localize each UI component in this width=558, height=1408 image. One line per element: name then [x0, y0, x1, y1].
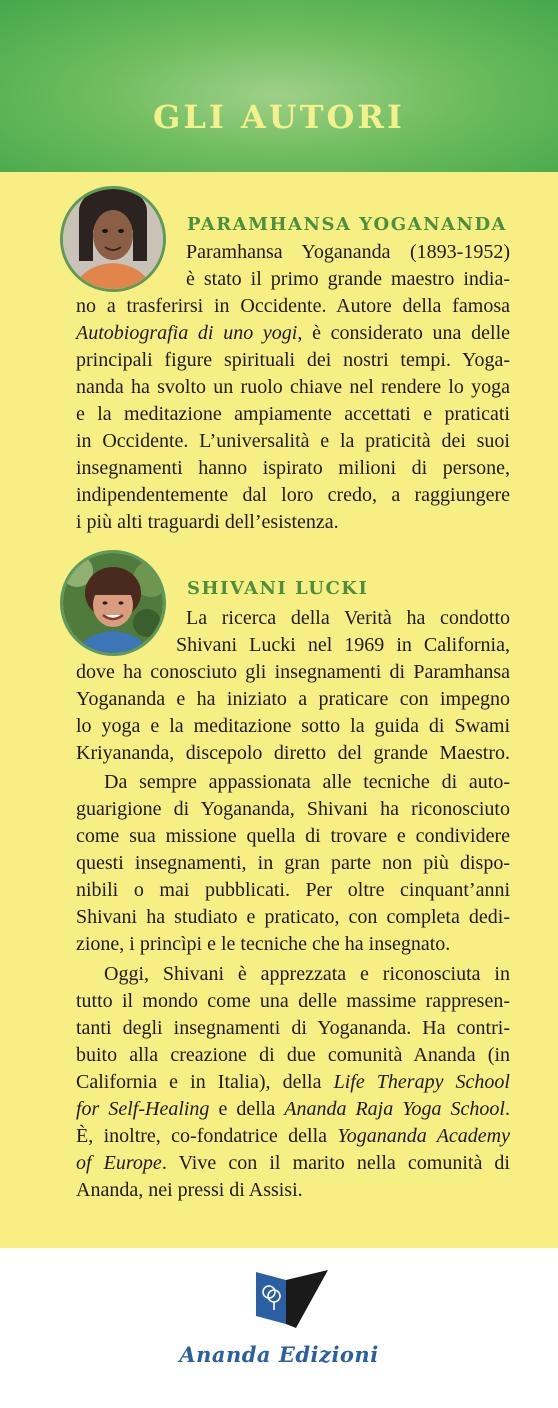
- header-band: [0, 0, 558, 172]
- text-run: È, inoltre, co-fondatrice della: [76, 1125, 338, 1147]
- text-run: California e in Italia), della: [76, 1071, 334, 1093]
- bio-line: Ananda, nei pressi di Assisi.: [76, 1179, 303, 1201]
- bio-line: nanda ha svolto un ruolo chiave nel rendere lo yoga: [76, 376, 510, 398]
- bio-line-mixed: [76, 1069, 510, 1096]
- authors-section: [0, 172, 558, 1248]
- bio-line-mixed: [76, 1150, 510, 1177]
- bio-line: come sua missione quella di trovare e condividere: [76, 825, 510, 847]
- bio-line: è stato il primo grande maestro india-: [186, 268, 510, 290]
- bio-line: tanti degli insegnamenti di Yogananda. Ha contri-: [76, 1017, 510, 1039]
- text-run: e della: [209, 1098, 285, 1120]
- bio-line: dove ha conosciuto gli insegnamenti di Paramhansa: [76, 661, 510, 683]
- bio-line: lo yoga e la meditazione sotto la guida di Swami: [76, 715, 510, 737]
- author-bio-lucki-p2: [76, 769, 510, 958]
- bio-line: questi insegnamenti, in gran parte non più dispo-: [76, 852, 510, 874]
- bio-line-mixed: [76, 1123, 510, 1150]
- bio-line: Shivani Lucki nel 1969 in California,: [176, 634, 510, 656]
- school-name-self-healing: for Self-Healing: [76, 1098, 210, 1120]
- bio-line: insegnamenti hanno ispirato milioni di persone,: [76, 457, 510, 479]
- book-title-autobiografia: Autobiografia di uno yogi: [76, 322, 298, 344]
- bio-line: La ricerca della Verità ha condotto: [186, 607, 510, 629]
- author-name-lucki: SHIVANI LUCKI: [187, 578, 369, 599]
- academy-name-cont: of Europe: [76, 1152, 162, 1174]
- text-run: .: [505, 1098, 510, 1120]
- publisher-footer: [0, 1248, 558, 1408]
- bio-line-italic: Autobiografia di uno yogi, è considerato una delle: [76, 322, 511, 344]
- bio-line: guarigione di Yogananda, Shivani ha riconosciuto: [76, 798, 510, 820]
- school-name-life-therapy: Life Therapy School: [333, 1071, 510, 1093]
- bio-line: Kriyananda, discepolo diretto del grande Maestro.: [76, 742, 510, 764]
- author-name-yogananda: PARAMHANSA YOGANANDA: [187, 214, 508, 235]
- bio-line: Oggi, Shivani è apprezzata e riconosciuta in: [104, 963, 510, 985]
- bio-line: Paramhansa Yogananda (1893-1952): [186, 241, 510, 263]
- academy-name: Yogananda Academy: [337, 1125, 510, 1147]
- bio-line: in Occidente. L’universalità e la praticità dei suoi: [76, 430, 510, 452]
- bio-line: nibili o mai pubblicati. Per oltre cinquant’anni: [76, 879, 510, 901]
- bio-line: indipendentemente dal loro credo, a raggiungere: [76, 484, 510, 506]
- publisher-logo-icon: [252, 1268, 332, 1332]
- page-title: GLI AUTORI: [153, 98, 405, 136]
- author-bio-lucki-p1: [76, 605, 510, 767]
- author-bio-yogananda: [76, 239, 510, 536]
- bio-line: e la meditazione ampiamente accettati e praticati: [76, 403, 510, 425]
- bio-line: zione, i princìpi e le tecniche che ha insegnato.: [76, 933, 451, 955]
- text-run: . Vive con il marito nella comunità di: [161, 1152, 510, 1174]
- author-bio-lucki-p3: [76, 961, 510, 1204]
- bio-line: i più alti traguardi dell’esistenza.: [76, 511, 339, 533]
- bio-line: Yogananda e ha iniziato a praticare con impegno: [76, 688, 510, 710]
- bio-line: tutto il mondo come una delle massime rappresen-: [76, 990, 510, 1012]
- bio-line: buito alla creazione di due comunità Ananda (in: [76, 1044, 510, 1066]
- bio-line: no a trasferirsi in Occidente. Autore della famosa: [76, 295, 510, 317]
- bio-line: Da sempre appassionata alle tecniche di auto-: [104, 771, 510, 793]
- publisher-name: Ananda Edizioni: [179, 1342, 379, 1367]
- bio-line: Shivani ha studiato e praticato, con completa dedi-: [76, 906, 510, 928]
- bio-line: principali figure spirituali dei nostri tempi. Yoga-: [76, 349, 510, 371]
- bio-line-mixed: [76, 1096, 510, 1123]
- school-name-raja-yoga: Ananda Raja Yoga School: [284, 1098, 505, 1120]
